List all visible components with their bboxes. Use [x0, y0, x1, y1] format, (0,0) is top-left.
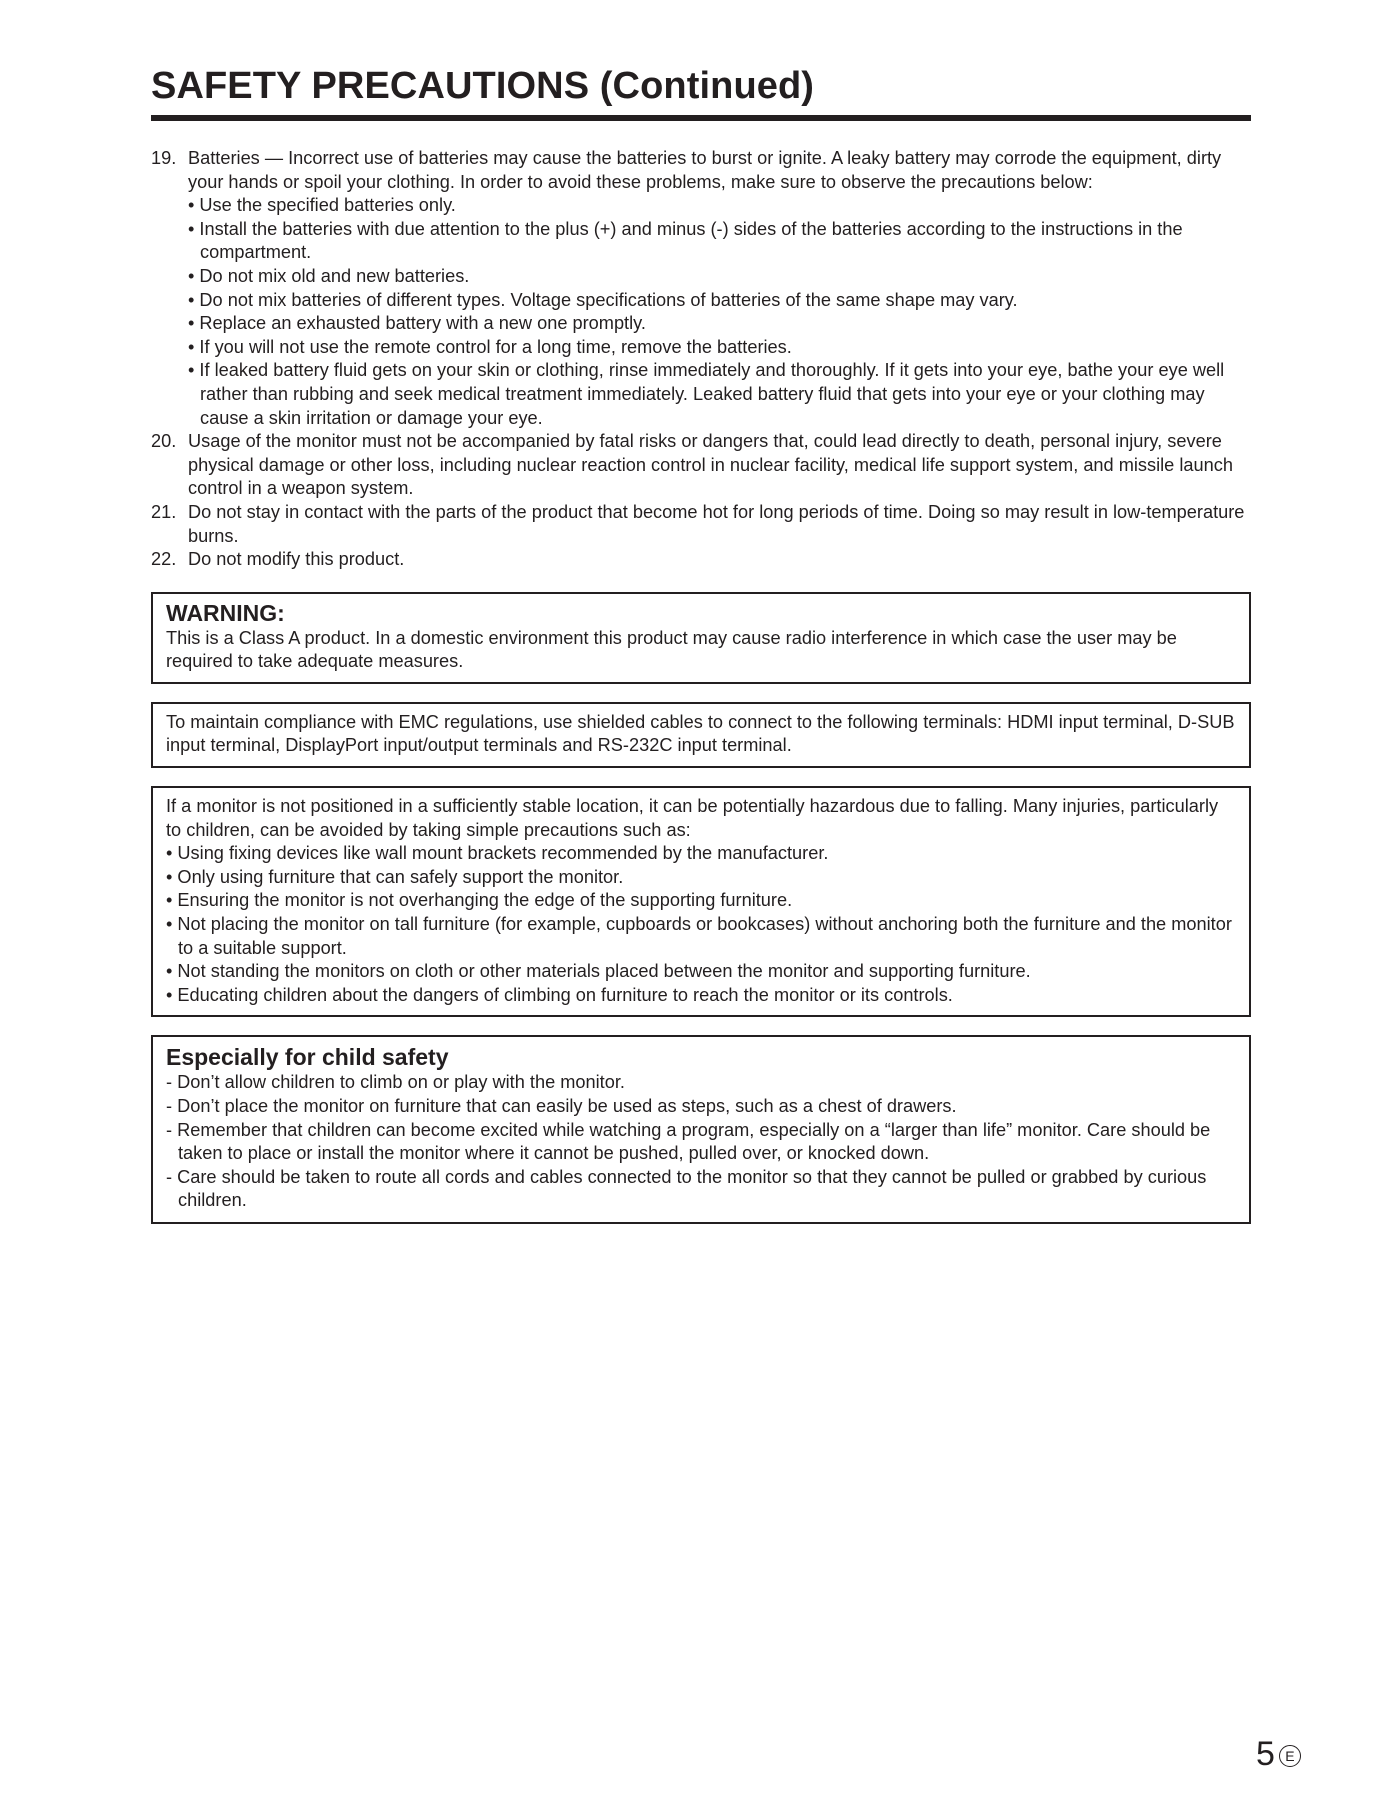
- bullet-item: • Install the batteries with due attention to the plus (+) and minus (-) sides of the batteries according to the instructions in the compartment.: [188, 218, 1183, 263]
- bullet-item: • Not standing the monitors on cloth or other materials placed between the monitor and supporting furniture.: [166, 961, 1031, 982]
- bullet-item: • Only using furniture that can safely support the monitor.: [166, 866, 624, 887]
- item-text: Batteries — Incorrect use of batteries may cause the batteries to burst or ignite. A leaky battery may corrode the equipment, dirty your hands or spoil your clothing. In order to avoid these problems, make sure to observe the precautions below:: [188, 148, 1222, 192]
- bullet-item: • Do not mix batteries of different types. Voltage specifications of batteries of the same shape may vary.: [188, 289, 1018, 310]
- stability-box: [151, 786, 1251, 1017]
- precaution-item-21: [151, 501, 1251, 548]
- title-underline: [151, 115, 1251, 121]
- warning-box: [151, 592, 1251, 684]
- warning-text: This is a Class A product. In a domestic environment this product may cause radio interference in which case the user may be required to take adequate measures.: [166, 627, 1177, 672]
- stability-bullets: [166, 842, 1237, 1007]
- item-number: 21.: [151, 501, 177, 522]
- bullet-item: • Use the specified batteries only.: [188, 195, 456, 216]
- item-number: 19.: [151, 148, 177, 168]
- precaution-item-19: [151, 147, 1251, 430]
- item-text: Do not modify this product.: [188, 549, 405, 570]
- dash-item: - Care should be taken to route all cords and cables connected to the monitor so that they cannot be pulled or grabbed by curious children.: [166, 1166, 1207, 1211]
- child-safety-heading: Especially for child safety: [166, 1044, 449, 1071]
- dash-item: - Don’t allow children to climb on or play with the monitor.: [166, 1072, 625, 1093]
- dash-item: - Remember that children can become excited while watching a program, especially on a “larger than life” monitor. Care should be taken to place or install the monitor where it cannot be pushed, pulled over, or knocked down.: [166, 1119, 1211, 1164]
- precaution-item-22: [151, 548, 1251, 572]
- battery-bullets: [188, 194, 1251, 430]
- document-page: [151, 0, 1251, 1224]
- bullet-item: • Using fixing devices like wall mount brackets recommended by the manufacturer.: [166, 843, 829, 864]
- item-text: Do not stay in contact with the parts of the product that become hot for long periods of time. Doing so may result in low-temperature burns.: [188, 501, 1245, 546]
- page-number-value: 5: [1256, 1735, 1275, 1773]
- bullet-item: • Ensuring the monitor is not overhanging the edge of the supporting furniture.: [166, 890, 793, 911]
- bullet-item: • If leaked battery fluid gets on your skin or clothing, rinse immediately and thoroughly. If it gets into your eye, bathe your eye well rather than rubbing and seek medical treatment immediately. Leaked battery fluid that gets into your eye or your clothing may cause a skin irritation or damage your eye.: [188, 360, 1225, 428]
- emc-box: [151, 702, 1251, 768]
- bullet-item: • Replace an exhausted battery with a new one promptly.: [188, 313, 646, 334]
- precautions-list: [151, 147, 1251, 572]
- bullet-item: • Educating children about the dangers of climbing on furniture to reach the monitor or its controls.: [166, 984, 953, 1005]
- page-title: SAFETY PRECAUTIONS (Continued): [151, 65, 815, 107]
- emc-text: To maintain compliance with EMC regulations, use shielded cables to connect to the following terminals: HDMI input terminal, D-SUB input terminal, DisplayPort input/output terminals and RS-232C input terminal.: [166, 711, 1235, 756]
- bullet-item: • Not placing the monitor on tall furniture (for example, cupboards or bookcases) without anchoring both the furniture and the monitor to a suitable support.: [166, 914, 1232, 958]
- bullet-item: • If you will not use the remote control for a long time, remove the batteries.: [188, 336, 792, 357]
- dash-item: - Don’t place the monitor on furniture that can easily be used as steps, such as a chest of drawers.: [166, 1096, 957, 1116]
- precaution-item-20: [151, 430, 1251, 501]
- item-number: 22.: [151, 549, 177, 570]
- child-safety-items: [166, 1071, 1237, 1213]
- item-number: 20.: [151, 431, 177, 452]
- stability-intro: If a monitor is not positioned in a sufficiently stable location, it can be potentially hazardous due to falling. Many injuries, particularly to children, can be avoided by taking simple precautions such as:: [166, 796, 1219, 840]
- bullet-item: • Do not mix old and new batteries.: [188, 265, 470, 286]
- language-mark-icon: E: [1279, 1745, 1301, 1767]
- page-number: [1256, 1734, 1301, 1774]
- warning-heading: WARNING:: [166, 599, 285, 626]
- child-safety-box: [151, 1035, 1251, 1224]
- item-text: Usage of the monitor must not be accompanied by fatal risks or dangers that, could lead directly to death, personal injury, severe physical damage or other loss, including nuclear reaction control in nuclear facility, medical life support system, and missile launch control in a weapon system.: [188, 431, 1233, 499]
